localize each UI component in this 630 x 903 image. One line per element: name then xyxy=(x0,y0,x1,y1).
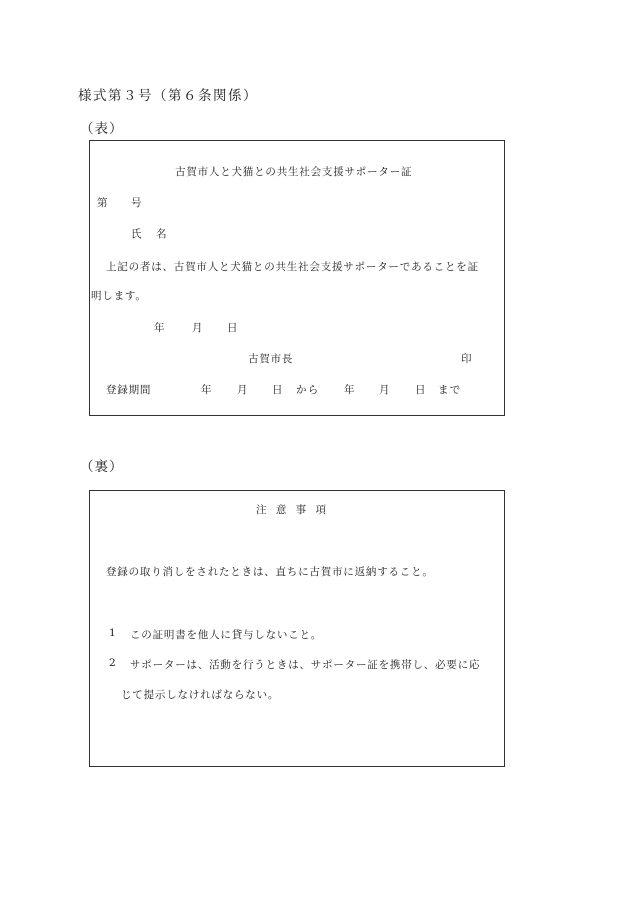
item-2-number: 2 xyxy=(109,657,116,669)
front-side-label: （表） xyxy=(80,121,124,137)
period-end-month: 月 xyxy=(379,384,390,396)
back-side-label: （裏） xyxy=(80,459,124,475)
name-label-second: 名 xyxy=(156,228,167,240)
number-prefix: 第 xyxy=(97,197,108,209)
certify-line-2: 明します。 xyxy=(91,290,147,302)
issue-date-year: 年 xyxy=(154,322,165,334)
issuer-name: 古賀市長 xyxy=(248,353,294,365)
item-2-text: サポーターは、活動を行うときは、サポーター証を携帯し、必要に応 xyxy=(130,659,481,671)
period-from: から xyxy=(296,384,320,396)
form-title: 様式第３号（第６条関係） xyxy=(78,88,258,104)
issue-date-month: 月 xyxy=(192,322,203,334)
registration-period-label: 登録期間 xyxy=(106,384,152,396)
item-1-text: この証明書を他人に貸与しないこと。 xyxy=(130,629,323,641)
return-notice: 登録の取り消しをされたときは、直ちに古賀市に返納すること。 xyxy=(106,566,434,578)
certificate-title: 古賀市人と犬猫との共生社会支援サポーター証 xyxy=(175,166,413,178)
period-start-year: 年 xyxy=(201,384,212,396)
period-end-day: 日 xyxy=(415,384,426,396)
item-1-number: 1 xyxy=(109,627,116,639)
seal-mark: 印 xyxy=(461,353,472,365)
notice-heading: 注 意 事 項 xyxy=(256,504,330,516)
period-end-year: 年 xyxy=(344,384,355,396)
certify-line-1: 上記の者は、古賀市人と犬猫との共生社会支援サポーターであることを証 xyxy=(106,261,479,273)
period-start-day: 日 xyxy=(272,384,283,396)
name-label-first: 氏 xyxy=(131,228,142,240)
period-start-month: 月 xyxy=(237,384,248,396)
certificate-front xyxy=(89,140,505,416)
certificate-back xyxy=(89,490,505,767)
period-to: まで xyxy=(438,384,462,396)
item-2-continuation: じて提示しなければならない。 xyxy=(121,689,280,701)
issue-date-day: 日 xyxy=(227,322,238,334)
number-suffix: 号 xyxy=(131,197,142,209)
